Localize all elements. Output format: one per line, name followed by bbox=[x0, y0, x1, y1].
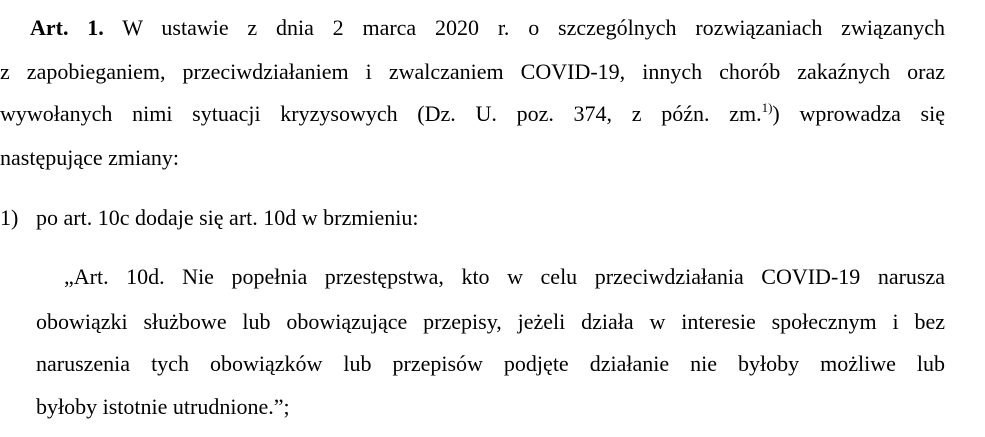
article-intro-text-before-footnote: wywołanych nimi sytuacji kryzysowych (Dz. U. poz. 374, z późn. zm. bbox=[0, 101, 762, 126]
article-intro-line-1 bbox=[30, 17, 945, 39]
point-item bbox=[0, 207, 418, 229]
quoted-article-line-3: naruszenia tych obowiązków lub przepisów podjęte działanie nie byłoby możliwe lub bbox=[36, 351, 945, 376]
footnote-reference: 1) bbox=[761, 100, 773, 115]
quoted-article-line-1: „Art. 10d. Nie popełnia przestępstwa, kto w celu przeciwdziałania COVID-19 narusza bbox=[64, 264, 945, 289]
point-number: 1) bbox=[0, 205, 19, 230]
quoted-article-line-4: byłoby istotnie utrudnione.”; bbox=[36, 394, 290, 419]
article-intro-text-after-footnote: ) wprowadza się bbox=[772, 101, 945, 126]
article-label: Art. 1. bbox=[30, 15, 104, 40]
article-intro-line-2: z zapobieganiem, przeciwdziałaniem i zwalczaniem COVID-19, innych chorób zakaźnych oraz bbox=[0, 59, 945, 84]
article-intro-line-3 bbox=[0, 100, 945, 126]
article-intro-text: W ustawie z dnia 2 marca 2020 r. o szczególnych rozwiązaniach związanych bbox=[122, 15, 946, 40]
point-text: po art. 10c dodaje się art. 10d w brzmieniu: bbox=[36, 205, 419, 230]
article-intro-line-4: następujące zmiany: bbox=[0, 145, 179, 170]
quoted-article-line-2: obowiązki służbowe lub obowiązujące przepisy, jeżeli działa w interesie społecznym i bez bbox=[36, 309, 945, 334]
